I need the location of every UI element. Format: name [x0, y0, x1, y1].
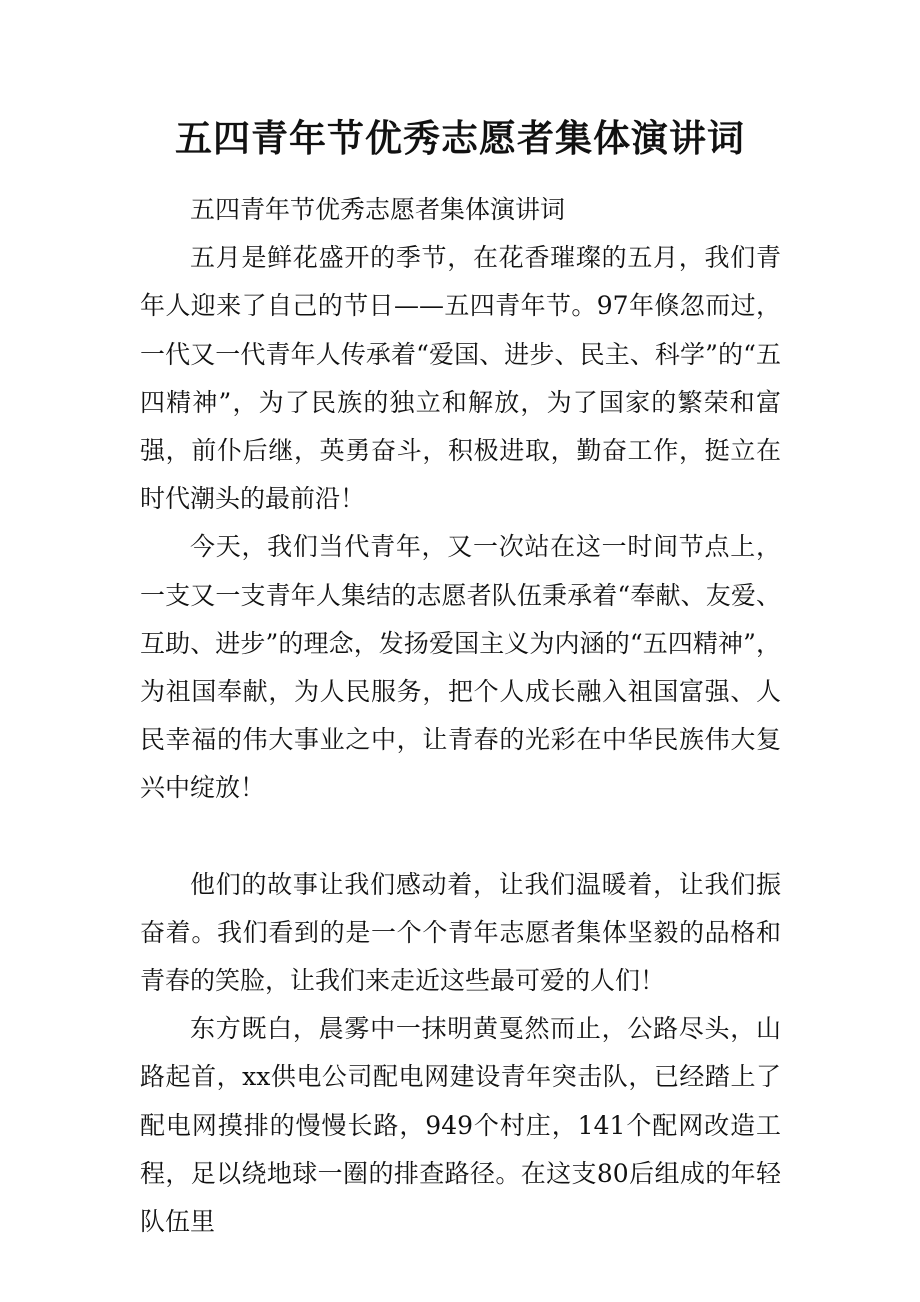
- body-paragraph: 五月是鲜花盛开的季节，在花香璀璨的五月，我们青年人迎来了自己的节日——五四青年节。97年倏忽而过，一代又一代青年人传承着“爱国、进步、民主、科学”的“五四精神”，为了民族的独立和解放，为了国家的繁荣和富强，前仆后继，英勇奋斗，积极进取，勤奋工作，挺立在时代潮头的最前沿！: [140, 243, 781, 514]
- body-paragraph: 他们的故事让我们感动着，让我们温暖着，让我们振奋着。我们看到的是一个个青年志愿者集体坚毅的品格和青春的笑脸，让我们来走近这些最可爱的人们！: [140, 869, 781, 996]
- body-paragraph: 今天，我们当代青年，又一次站在这一时间节点上，一支又一支青年人集结的志愿者队伍秉承着“奉献、友爱、互助、进步”的理念，发扬爱国主义为内涵的“五四精神”，为祖国奉献，为人民服务，把个人成长融入祖国富强、人民幸福的伟大事业之中，让青春的光彩在中华民族伟大复兴中绽放！: [140, 532, 781, 803]
- body-paragraph: 东方既白，晨雾中一抹明黄戛然而止，公路尽头，山路起首，xx供电公司配电网建设青年突击队，已经踏上了配电网摸排的慢慢长路，949个村庄，141个配网改造工程，足以绕地球一圈的排查路径。在这支80后组成的年轻队伍里: [140, 1014, 781, 1237]
- document-title: 五四青年节优秀志愿者集体演讲词: [175, 116, 745, 160]
- paragraph-spacer: [140, 813, 781, 861]
- subtitle-paragraph: 五四青年节优秀志愿者集体演讲词: [190, 195, 566, 224]
- document-body: [140, 186, 781, 1246]
